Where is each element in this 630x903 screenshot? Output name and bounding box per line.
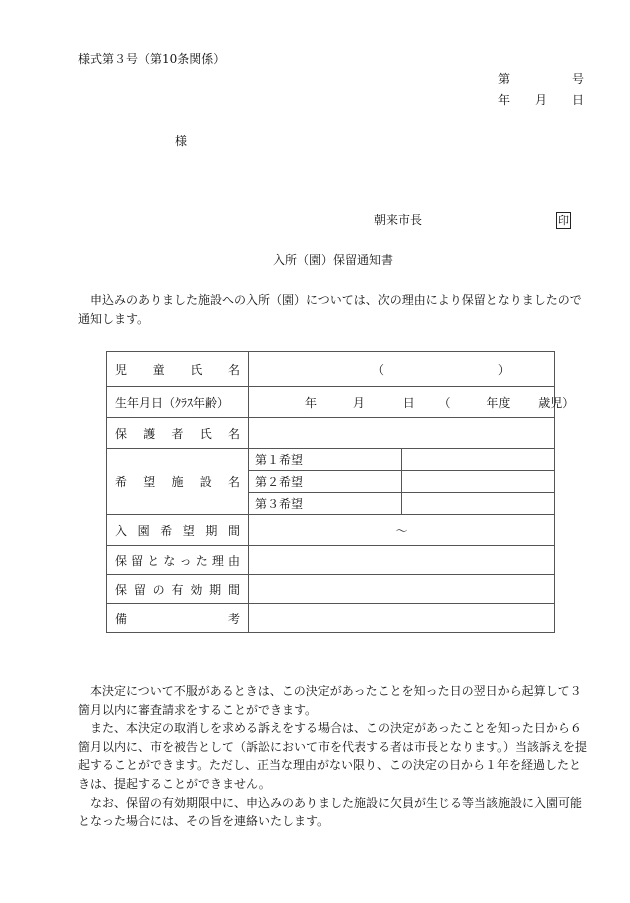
label-char: 児 [115,362,128,377]
spread-label [115,610,240,627]
label-char: 期 [209,582,222,597]
spread-label [115,522,240,539]
choice-1-label: 第１希望 [249,449,402,471]
paren-open: （ [372,362,385,377]
notes-section [78,682,588,831]
label-char: 設 [199,475,212,489]
spread-label [115,581,240,598]
table-row [107,449,555,471]
label-char: 名 [227,475,240,489]
addressee-honorific: 様 [175,134,188,148]
note-paragraph: また、本決定の取消しを求める訴えをする場合は、この決定があったことを知った日から６箇月以内に、市を被告として（訴訟において市を代表する者は市長となります。）当該訴えを提起することができます。ただし、正当な理由がない限り、この決定の日から１年を経過したときは、提起することができません。 [78,721,588,791]
label-char: 保 [115,426,128,441]
spread-label [115,552,240,569]
birth-nendo: 年度 [486,395,511,410]
number-suffix: 号 [572,72,585,86]
label-char: な [163,553,176,568]
birth-year: 年 [305,395,318,410]
seal-stamp [556,209,571,229]
label-char: 園 [137,523,150,538]
date-month: 月 [535,93,548,107]
date-day: 日 [572,93,585,107]
label-char: 理 [211,553,224,568]
label-char: 望 [182,523,195,538]
intro-paragraph [78,291,588,328]
birthdate-cell[interactable] [249,387,575,418]
reason-label [107,546,249,575]
mayor-title: 朝来市長 [374,213,423,227]
note-paragraph: 本決定について不服があるときは、この決定があったことを知った日の翌日から起算して３箇月以内に審査請求をすることができます。 [78,684,582,717]
label-char: 留 [131,553,144,568]
spread-label [115,361,240,378]
label-char: 間 [227,582,240,597]
birth-class-age: 歳児） [538,395,575,410]
facility-label [107,449,249,515]
guardian-label [107,418,249,449]
label-char: 望 [143,475,156,489]
label-char: 入 [115,523,128,538]
spread-label [115,473,240,490]
period-cell[interactable] [249,515,555,546]
period-label [107,515,249,546]
reason-cell[interactable] [249,546,555,575]
label-char: と [147,553,160,568]
date-year: 年 [498,93,511,107]
label-char: 者 [171,426,184,441]
choice-3-cell[interactable] [402,493,555,515]
intro-text: 申込みのありました施設への入所（園）については、次の理由により保留となりましたので通知します。 [78,293,582,326]
birth-month: 月 [352,395,365,410]
table-row [107,575,555,604]
table-row [107,352,555,387]
paren-close: ） [497,362,510,377]
label-char: た [195,553,208,568]
birth-day: 日 [402,395,415,410]
label-char: 間 [227,523,240,538]
choice-2-label: 第２希望 [249,471,402,493]
label-char: 効 [190,582,203,597]
table-row [107,515,555,546]
table-row [107,418,555,449]
label-char: 童 [152,362,165,377]
label-char: 名 [227,426,240,441]
label-char: の [152,582,165,597]
seal-label: 印 [558,214,569,227]
label-char: 保 [115,582,128,597]
table-row [107,604,555,633]
number-prefix: 第 [498,72,511,86]
label-char: 名 [227,362,240,377]
note-paragraph: なお、保留の有効期限中に、申込みのありました施設に欠員が生じる等当該施設に入園可能となった場合には、その旨を連絡いたします。 [78,795,583,829]
table-row [107,546,555,575]
label-char: 留 [133,582,146,597]
guardian-cell[interactable] [249,418,555,449]
choice-2-cell[interactable] [402,471,555,493]
label-char: 期 [205,523,218,538]
label-char: 氏 [190,362,203,377]
table-row [107,387,555,418]
label-char: っ [179,553,192,568]
label-char: 施 [171,475,184,489]
remarks-label [107,604,249,633]
choice-1-cell[interactable] [402,449,555,471]
choice-3-label: 第３希望 [249,493,402,515]
spread-label [115,425,240,442]
tilde: ～ [395,523,408,538]
label-char: 氏 [199,426,212,441]
validity-cell[interactable] [249,575,555,604]
label-char: 希 [160,523,173,538]
label-char: 有 [171,582,184,597]
label-char: 由 [227,553,240,568]
label-char: 考 [227,611,240,626]
validity-label [107,575,249,604]
notice-table [106,351,575,633]
label-char: 希 [115,475,128,489]
label-char: 保 [115,553,128,568]
remarks-cell[interactable] [249,604,555,633]
form-number: 様式第３号（第10条関係） [78,52,226,66]
label-char: 備 [115,611,128,626]
birthdate-label: 生年月日（ｸﾗｽ年齢） [107,387,249,418]
label-char: 護 [143,426,156,441]
document-title: 入所（園）保留通知書 [273,253,394,267]
child-name-label [107,352,249,387]
birth-open-paren: （ [438,395,451,410]
child-name-cell[interactable] [249,352,555,387]
